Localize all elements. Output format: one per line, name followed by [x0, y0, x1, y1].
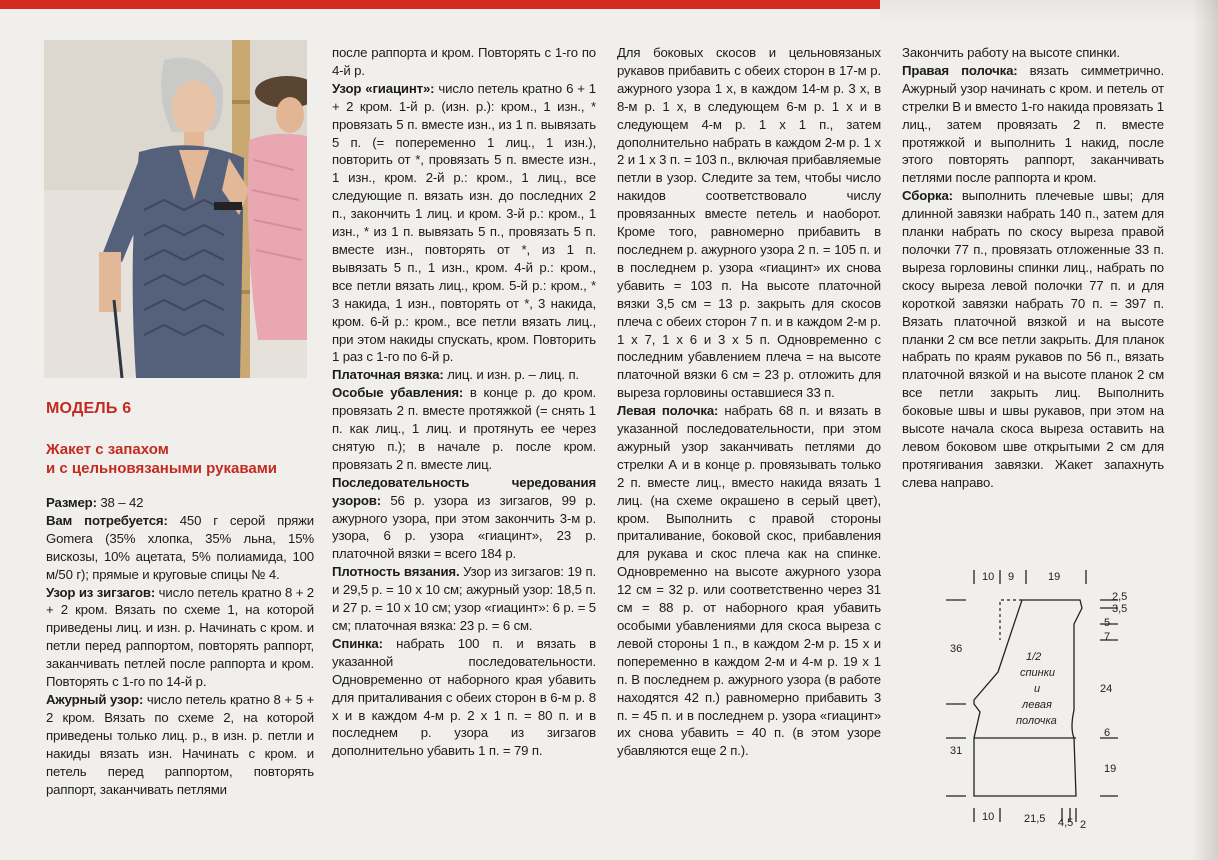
paragraph: [46, 584, 314, 691]
dim-l-36: 36: [950, 643, 963, 655]
dim-top-10: 10: [982, 571, 995, 583]
paragraph-heading: Спинка:: [332, 635, 383, 651]
dim-r-19: 19: [1104, 763, 1117, 775]
page-gutter-shade: [1192, 0, 1218, 860]
center-line-5: полочка: [1016, 715, 1057, 727]
paragraph-heading: Плотность вязания.: [332, 564, 460, 580]
paragraph-text: в конце р. до кром. провязать 2 п. вместе протяжкой (= снять 1 п. как лиц., 1 лиц. и протянуть ее через снятую п.); в начале р. после кром. провязать 2 п. вместе лиц.: [332, 385, 596, 472]
dim-r-6: 6: [1104, 727, 1111, 739]
top-page-fade: [880, 0, 1218, 22]
paragraph: [617, 44, 881, 402]
paragraph: [332, 366, 596, 384]
paragraph-heading: Сборка:: [902, 188, 953, 204]
dim-top-19: 19: [1048, 571, 1061, 583]
paragraph-text: вязать симметрично. Ажурный узор начинать с кром. и петель от стрелки В и вместо 1-го накида провязать 1 лиц., затем провязать 2 п. вместе протяжкой и выполнить 1 накид, после этого повторять раппорт, заканчивать петлями после раппорта и кром.: [902, 62, 1164, 186]
paragraph-text: после раппорта и кром. Повторять с 1-го по 4-й р.: [332, 45, 596, 78]
paragraph-text: Узор из зигзагов: 19 п. и 29,5 р. = 10 х 10 см; ажурный узор: 18,5 п. и 27 р. = 10 х 10 см; узор «гиацинт»: 6 р. = 5 см; платочная вязка: 23 р. = 6 см.: [332, 564, 596, 633]
garment-title: [46, 440, 316, 478]
garment-title-line2: и с цельновязаными рукавами: [46, 460, 278, 477]
text-column-1: [46, 494, 314, 798]
center-line-1: 1/2: [1026, 651, 1042, 663]
paragraph: [332, 80, 596, 367]
dim-b-10: 10: [982, 811, 995, 823]
paragraph-text: 38 – 42: [96, 495, 144, 510]
paragraph-text: Закончить работу на высоте спинки.: [902, 45, 1120, 60]
dim-b-2: 2: [1080, 819, 1087, 831]
paragraph: [332, 384, 596, 474]
paragraph: [332, 474, 596, 564]
dim-r-24: 24: [1100, 683, 1113, 695]
paragraph-heading: Размер:: [46, 495, 97, 510]
paragraph: [617, 402, 881, 760]
text-column-4: [902, 44, 1164, 492]
paragraph-heading: Ажурный узор:: [46, 691, 144, 707]
paragraph-heading: Левая полочка:: [617, 403, 719, 419]
paragraph: [332, 563, 596, 635]
garment-title-line1: Жакет с запахом: [46, 441, 169, 458]
center-line-2: спинки: [1020, 667, 1056, 679]
dim-b-215: 21,5: [1024, 813, 1046, 825]
dim-r-5: 5: [1104, 617, 1111, 629]
paragraph: [902, 44, 1164, 62]
paragraph-heading: Последовательность чередования узоров:: [332, 474, 596, 508]
paragraph-heading: Правая полочка:: [902, 62, 1018, 78]
text-column-3: [617, 44, 881, 760]
paragraph-text: выполнить плечевые швы; для длинной завязки набрать 140 п., затем для планки набрать по скосу выреза правой полочки 77 п., провязать отложенные 33 п. выреза горловины спинки лиц., набрать по скосу выреза левой полочки 77 п. и для короткой завязки набрать 70 п. = 397 п. Вязать платочной вязкой и на высоте планки 2 см все петли закрыть. Для планок набрать по краям рукавов по 56 п., вязать платочной вязкой и на высоте планок 2 см все петли закрыть лиц. Выполнить боковые швы и швы рукавов, при этом на высоте начала скоса выреза оставить на левом боковом шве открытыми 2 см для протягивания завязки. Жакет запахнуть слева направо.: [902, 188, 1164, 490]
paragraph: [332, 44, 596, 80]
paragraph-text: набрать 100 п. и вязать в указанной последовательности. Одновременно от наборного края убавить для приталивания с обеих сторон в 6-м р. 8 х и в каждом 4-м р. 2 х 1 п. = 80 п. и в последнем р. узора из зигзагов дополнительно убавить 1 п. = 79 п.: [332, 635, 596, 759]
paragraph-heading: Вам потребуется:: [46, 512, 168, 528]
paragraph-heading: Платочная вязка:: [332, 367, 444, 383]
paragraph-text: число петель кратно 6 + 1 + 2 кром. 1-й р. (изн. р.): кром., 1 изн., * провязать 5 п. вместе изн., из 1 п. вывязать 5 п. (= попеременно 1 лиц., 1 изн.), повторить от *, провязать 5 п. вместе изн., 1 изн., кром. 2-й р.: кром., 1 лиц., все следующие п. вязать изн. до последних 2 п., закончить 1 лиц. и кром. 3-й р.: кром., 1 изн., * из 1 п. вывязать 5 п., провязать 5 п. вместе изн., повторять от *, из 1 п. вывязать 5 п., 1 изн., кром. 4-й р.: кром., все петли вязать лиц., кром. 5-й р.: кром., * 3 накида, 1 изн., повторять от *, 3 накида, кром. 6-й р.: кром., все петли вязать лиц., при этом накиды спускать, кром. Повторить 1 раз с 1-го по 6-й р.: [332, 80, 596, 365]
paragraph: [902, 62, 1164, 187]
top-red-band: [0, 0, 880, 9]
paragraph-text: набрать 68 п. и вязать в указанной последовательности, при этом ажурный узор заканчивать петлями до стрелки А и в конце р. провязывать только 2 п. вместе лиц., вместо накида вязать 1 лиц. (на схеме окрашено в серый цвет), кром. Выполнить с правой стороны приталивание, боковой скос, прибавления для рукава и скос плеча как на спинке. Одновременно на высоте ажурного узора 12 см = 32 р. или соответственно через 31 см = 88 р. от наборного края убавить особыми убавлениями для скоса выреза с левой стороны 1 п., в каждом 2-м р. 15 х и попеременно в каждом 2-м и 4-м р. 19 х 1 п. В последнем р. ажурного узора (в работе находятся 42 п.) равномерно прибавить 3 п. = 45 п. и в последнем р. узора «гиацинт» их снова убавить = 40 п. (в этом узоре убавляются еще 2 п.).: [617, 403, 882, 759]
paragraph-text: 56 р. узора из зигзагов, 99 р. ажурного узора, при этом закончить 3-м р. узора, 6 р. узора «гиацинт», 23 р. платочной вязки = всего 184 р.: [332, 492, 596, 562]
paragraph: [46, 691, 314, 798]
paragraph: [46, 494, 314, 512]
paragraph: [46, 512, 314, 584]
dim-b-45: 4,5: [1058, 817, 1074, 829]
paragraph-heading: Узор из зигзагов:: [46, 584, 156, 600]
model-photo: [44, 40, 307, 378]
paragraph-heading: Особые убавления:: [332, 385, 464, 401]
paragraph-text: 450 г серой пряжи Gomera (35% хлопка, 35% льна, 15% вискозы, 10% ацетата, 5% полиамида, 100 м/50 г); прямые и круговые спицы № 4.: [46, 512, 314, 582]
dim-l-31: 31: [950, 745, 963, 757]
dim-r-35: 3,5: [1112, 603, 1128, 615]
paragraph-text: Для боковых скосов и цельновязаных рукавов прибавить с обеих сторон в 17-м р. ажурного узора 1 х, в каждом 14-м р. 3 х, в 8-м р. 1 х, в следующем 6-м р. 1 х и в следующем 4-м р. 1 х 1 п., затем дополнительно набрать в каждом 2-м р. 1 х 2 и 1 х 3 п. = 103 п., включая прибавляемые петли в узор. Следите за тем, чтобы число накидов соответствовало числу провязанных вместе петель и наоборот. Кроме того, равномерно прибавить в последнем р. ажурного узора 2 п. = 105 п. и в последнем р. узора «гиацинт» их снова убавить = 103 п. На высоте платочной вязки 3,5 см = 13 р. закрыть для скосов плеча с обеих сторон 7 п. и в каждом 2-м р. 1 х 7, 1 х 6 и 3 х 5 п. Одновременно с последним убавлением плеча = на высоте платочной вязки 6 см = 23 р. отложить для выреза горловины оставшиеся 33 п.: [617, 45, 881, 401]
paragraph-heading: Узор «гиацинт»:: [332, 80, 435, 96]
center-line-4: левая: [1022, 699, 1052, 711]
dim-r-7: 7: [1104, 631, 1111, 643]
garment-schematic: [940, 560, 1140, 840]
schematic-center-label: [1016, 651, 1057, 727]
center-line-3: и: [1034, 683, 1041, 695]
paragraph: [332, 635, 596, 760]
model-title: МОДЕЛЬ 6: [46, 400, 132, 417]
dim-r-25: 2,5: [1112, 591, 1128, 603]
dim-top-9: 9: [1008, 571, 1015, 583]
paragraph-text: число петель кратно 8 + 5 + 2 кром. Вязать по схеме 2, на которой приведены только лиц. р., в изн. р. петли и накиды вязать изн. Начинать с кром. и петель перед раппортом, повторять раппорт, заканчивать петлями: [46, 691, 314, 797]
paragraph: [902, 187, 1164, 491]
paragraph-text: число петель кратно 8 + 2 + 2 кром. Вязать по схеме 1, на которой приведены лиц. и изн. р. Начинать с кром. и петли перед раппортом, повторять раппорт, заканчивать петлей после раппорта и кром. Повторять с 1-го по 14-й р.: [46, 584, 314, 690]
paragraph-text: лиц. и изн. р. – лиц. п.: [443, 367, 579, 383]
text-column-2: [332, 44, 596, 760]
